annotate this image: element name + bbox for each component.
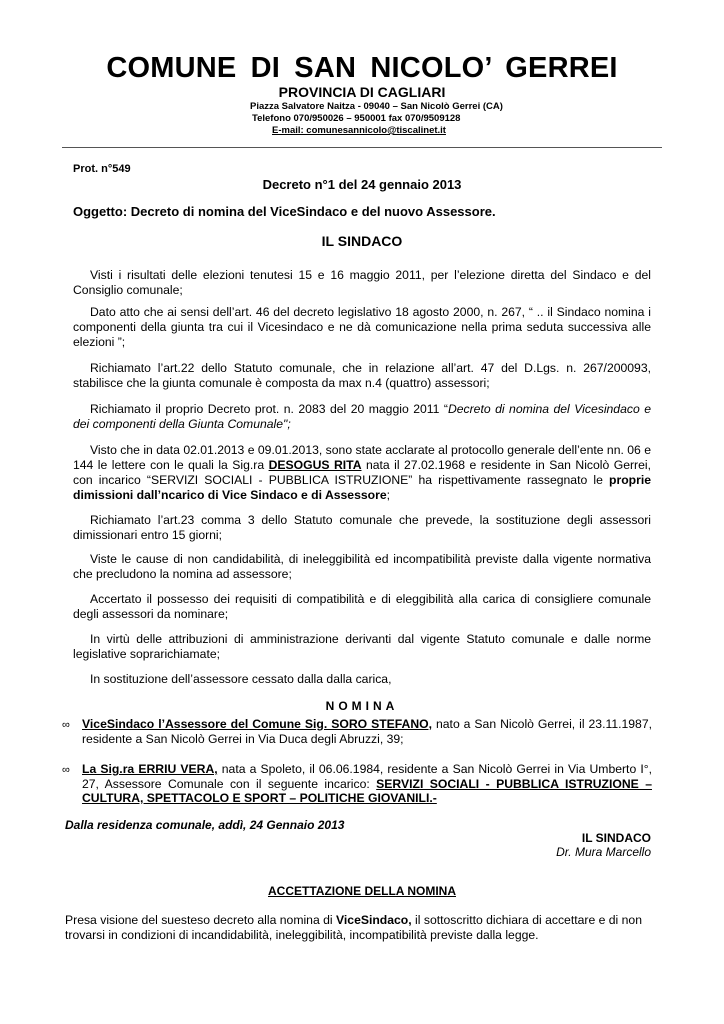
mayor-heading: IL SINDACO [321,233,403,249]
bullet-infinity-icon: ∞ [62,764,70,776]
subject-line: Oggetto: Decreto di nomina del ViceSindaco e del nuovo Assessore. [73,204,496,219]
signer-title: IL SINDACO [581,831,651,845]
protocol-number: Prot. n°549 [73,163,131,175]
paragraph-causes: Viste le cause di non candidabilità, di ineleggibilità ed incompatibilità previste dalla vigente normativa che precludono la nomina ad assessore; [73,552,651,581]
acceptance-heading: ACCETTAZIONE DELLA NOMINA [268,884,456,898]
paragraph-art46: Dato atto che ai sensi dell’art. 46 del decreto legislativo 18 agosto 2000, n. 267, “ .. il Sindaco nomina i componenti della giunta tra cui il Vicesindaco e ne dà comunicazione nella prima seduta successiva alle elezioni ”; [73,305,651,349]
province-name: PROVINCIA DI CAGLIARI [278,84,446,100]
nomina-heading: NOMINA [325,699,399,713]
place-date: Dalla residenza comunale, addì, 24 Gennaio 2013 [65,818,345,832]
paragraph-decree-2083: Richiamato il proprio Decreto prot. n. 2083 del 20 maggio 2011 “Decreto di nomina del Vicesindaco e dei componenti della Giunta Comunale"; [73,402,651,431]
email-link[interactable]: E-mail: comunesannicolo@tiscalinet.it [272,125,446,136]
acceptance-text: Presa visione del suesteso decreto alla nomina di ViceSindaco, il sottoscritto dichiara di accettare e di non trovarsi in condizioni di incandidabilità, ineleggibilità, incompatibilità previste dalla legge. [65,913,642,942]
nomination-vicesindaco: ViceSindaco l’Assessore del Comune Sig. SORO STEFANO, nato a San Nicolò Gerrei, il 23.11.1987, residente a San Nicolò Gerrei in Via Duca degli Abruzzi, 39; [82,717,652,746]
paragraph-requirements: Accertato il possesso dei requisiti di compatibilità e di eleggibilità alla carica di consigliere comunale degli assessori da nominare; [73,592,651,621]
header-divider [62,147,662,148]
paragraph-art23: Richiamato l’art.23 comma 3 dello Statuto comunale che prevede, la sostituzione degli assessori dimissionari entro 15 giorni; [73,513,651,542]
bullet-infinity-icon: ∞ [62,719,70,731]
phone-line: Telefono 070/950026 – 950001 fax 070/9509128 [252,113,461,124]
municipality-title: COMUNE DI SAN NICOLO’ GERREI [106,52,618,84]
address-line: Piazza Salvatore Naitza - 09040 – San Nicolò Gerrei (CA) [250,101,503,112]
paragraph-replacement: In sostituzione dell’assessore cessato dalla dalla carica, [90,672,392,686]
paragraph-art22: Richiamato l’art.22 dello Statuto comunale, che in relazione all’art. 47 del D.Lgs. n. 267/200093, stabilisce che la giunta comunale è composta da max n.4 (quattro) assessori; [73,361,651,390]
signer-name: Dr. Mura Marcello [556,845,651,859]
decree-title: Decreto n°1 del 24 gennaio 2013 [262,177,462,192]
paragraph-powers: In virtù delle attribuzioni di amministrazione derivanti dal vigente Statuto comunale e dalle norme legislative soprarichiamate; [73,632,651,661]
paragraph-elections: Visti i risultati delle elezioni tenutesi 15 e 16 maggio 2011, per l’elezione diretta del Sindaco e del Consiglio comunale; [73,268,651,297]
paragraph-resignation: Visto che in data 02.01.2013 e 09.01.2013, sono state acclarate al protocollo generale dell’ente nn. 06 e 144 le lettere con le quali la Sig.ra DESOGUS RITA nata il 27.02.1968 e residente in San Nicolò Gerrei, con incarico “SERVIZI SOCIALI - PUBBLICA ISTRUZIONE” ha rispettivamente rassegnato le proprie dimissioni dall’ncarico di Vice Sindaco e di Assessore; [73,443,651,502]
nomination-assessore: La Sig.ra ERRIU VERA, nata a Spoleto, il 06.06.1984, residente a San Nicolò Gerrei in Via Umberto I°, 27, Assessore Comunale con il seguente incarico: SERVIZI SOCIALI - PUBBLICA ISTRUZIONE – CULTURA, SPETTACOLO E SPORT – POLITICHE GIOVANILI.- [82,762,652,805]
